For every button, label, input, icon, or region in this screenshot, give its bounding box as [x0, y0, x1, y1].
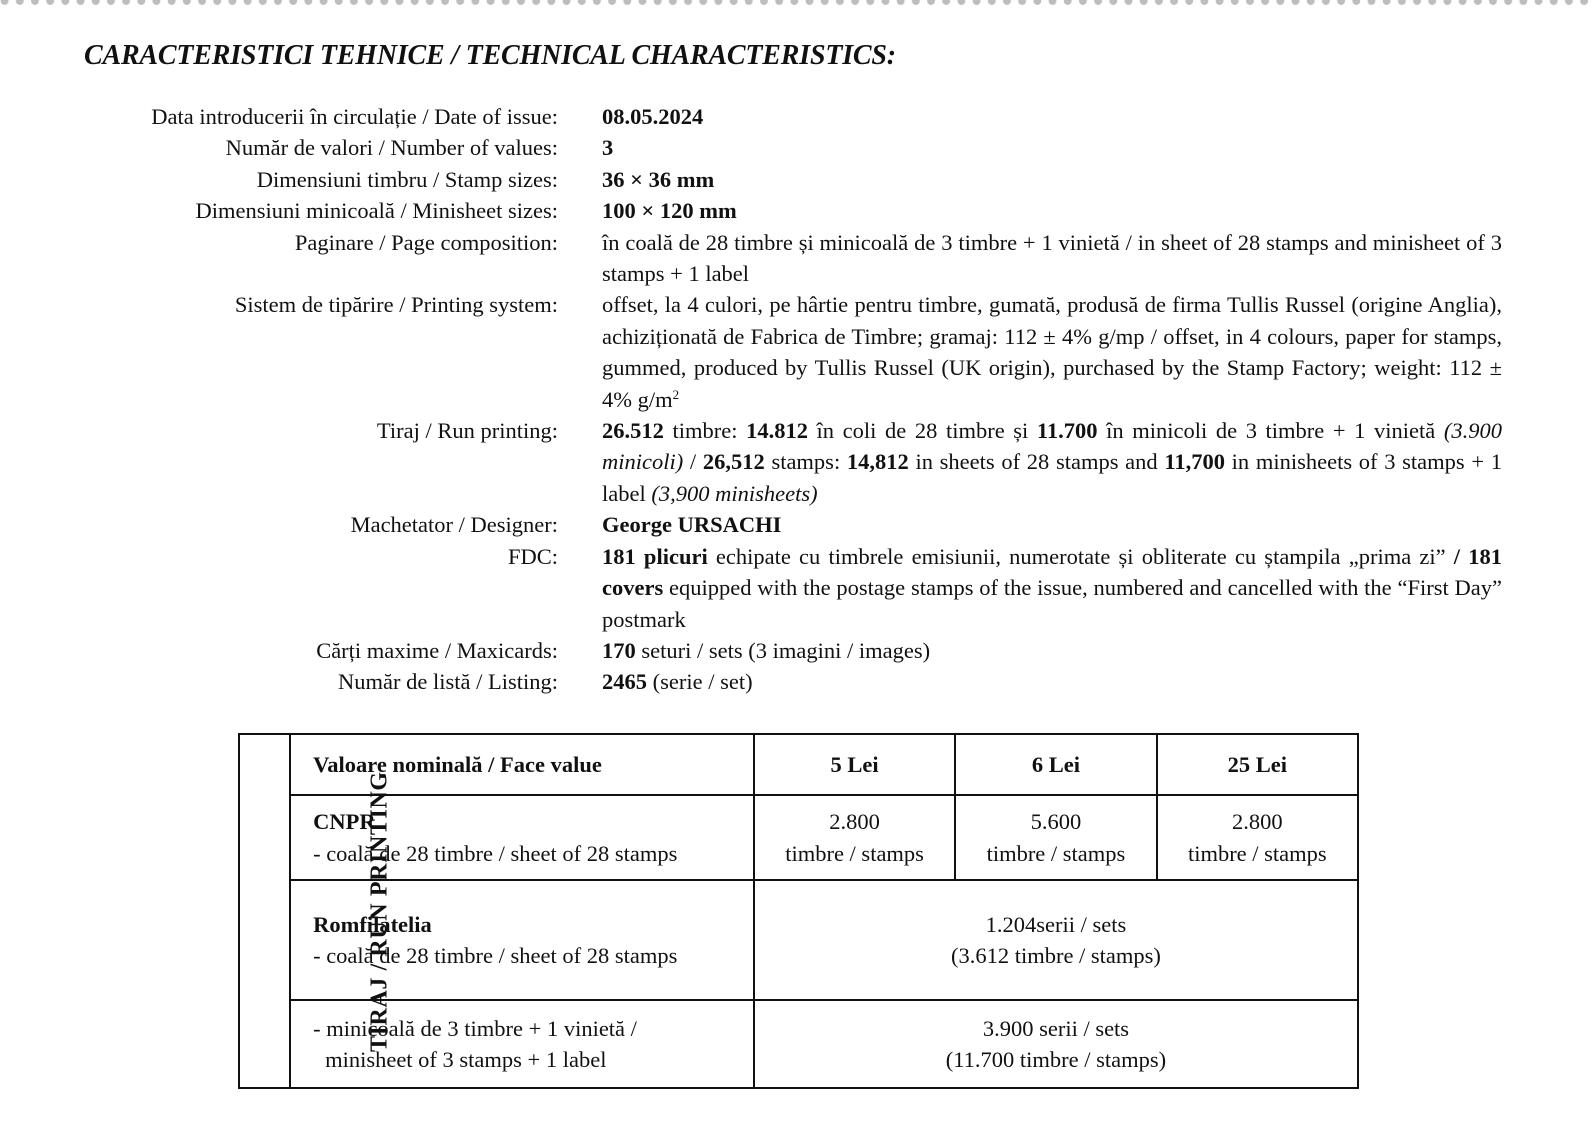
spec-label: Data introducerii în circulație / Date of issue: — [151, 104, 558, 129]
minisheet-sets: 3.900 serii / sets — [982, 1015, 1130, 1041]
spec-value: 3 — [602, 135, 614, 161]
spec-label: Tiraj / Run printing: — [376, 418, 558, 444]
side-label: TIRAJ / RUN PRINTING — [366, 771, 393, 1052]
cnpr-unit: timbre / stamps — [1187, 840, 1327, 866]
run-total-en: 26,512 — [702, 449, 765, 475]
spec-row-minisheet-size — [0, 195, 1591, 226]
spec-label: Machetator / Designer: — [350, 512, 558, 538]
face-value-header: Valoare nominală / Face value — [290, 734, 754, 795]
table-header-row — [239, 734, 1358, 795]
spec-row-page-composition — [0, 227, 1591, 290]
minisheet-desc-ro: - minicoală de 3 timbre + 1 vinietă / — [313, 1015, 637, 1041]
minisheet-cell — [290, 1000, 754, 1088]
spec-value — [602, 666, 1502, 697]
spec-value — [602, 289, 1502, 415]
run-text: / — [683, 449, 703, 475]
romfilatelia-desc: - coală de 28 timbre / sheet of 28 stamps — [313, 943, 678, 968]
run-text: stamps: — [764, 449, 847, 475]
run-sheets-en: 14,812 — [846, 449, 909, 475]
spec-label: Paginare / Page composition: — [294, 229, 558, 255]
cnpr-5-lei-count: 2.800 — [829, 809, 880, 835]
value-25-lei: 25 Lei — [1157, 734, 1358, 795]
cnpr-6-lei-cell — [955, 795, 1156, 880]
run-text: timbre: — [663, 418, 747, 444]
run-text: în minicoli de 3 timbre + 1 vinietă — [1097, 418, 1444, 444]
fdc-count-ro: 181 plicuri — [602, 543, 708, 569]
run-mini-count-en: (3,900 minisheets) — [651, 480, 818, 506]
dotted-border — [0, 0, 1591, 14]
maxi-count: 170 — [602, 637, 636, 663]
cnpr-25-lei-count: 2.800 — [1232, 809, 1283, 835]
run-mini-ro: 11.700 — [1036, 418, 1098, 444]
value-5-lei: 5 Lei — [754, 734, 955, 795]
run-total-ro: 26.512 — [602, 418, 664, 444]
cnpr-6-lei-count: 5.600 — [1030, 809, 1082, 835]
spec-row-stamp-size — [0, 164, 1591, 195]
spec-row-printing-system — [0, 289, 1591, 415]
table-row-minisheet — [239, 1000, 1358, 1088]
run-mini-en: 11,700 — [1164, 449, 1225, 475]
spec-label: Dimensiuni timbru / Stamp sizes: — [256, 166, 558, 192]
spec-row-number — [0, 132, 1591, 163]
table-row-romfilatelia — [239, 880, 1358, 1000]
spec-label: Sistem de tipărire / Printing system: — [234, 292, 558, 318]
run-sheets-ro: 14.812 — [746, 418, 808, 444]
spec-row-designer — [0, 509, 1591, 540]
cnpr-5-lei-cell — [754, 795, 955, 880]
minisheet-desc-en: minisheet of 3 stamps + 1 label — [325, 1047, 607, 1072]
specifications-list — [0, 101, 1591, 698]
run-text: în coli de 28 timbre și — [807, 418, 1037, 444]
section-heading: CARACTERISTICI TEHNICE / TECHNICAL CHARACTERISTICS: — [84, 40, 896, 71]
run-mini-count-ro: (3.900 minicoli) — [602, 418, 1502, 475]
romfilatelia-stamps: (3.612 timbre / stamps) — [950, 943, 1161, 968]
cnpr-title: CNPR — [313, 809, 376, 835]
minisheet-total-cell — [754, 1000, 1358, 1088]
fdc-count-en: / 181 covers — [602, 543, 1502, 601]
spec-label: Număr de listă / Listing: — [338, 669, 558, 695]
value-6-lei: 6 Lei — [955, 734, 1156, 795]
run-text: in minisheets of 3 stamps + 1 label — [602, 449, 1502, 506]
spec-label: Cărți maxime / Maxicards: — [316, 637, 558, 663]
spec-row-date — [0, 101, 1591, 132]
romfilatelia-cell — [290, 880, 754, 1000]
cnpr-cell — [290, 795, 754, 880]
spec-row-maxicards — [0, 635, 1591, 666]
printing-text: offset, la 4 culori, pe hârtie pentru timbre, gumată, produsă de firma Tullis Russel (origine Anglia), achiziționată de Fabrica de Timbre; gramaj: 112 ± 4% g/mp / offset, in 4 colours, paper for stamps, gummed, produced by Tullis Russel (UK origin), purchased by the Stamp Factory; weight: 112 ± 4% g/m — [602, 292, 1502, 412]
superscript: 2 — [672, 386, 680, 402]
minisheet-stamps: (11.700 timbre / stamps) — [945, 1047, 1167, 1072]
spec-row-run-printing — [0, 415, 1591, 509]
spec-label: Dimensiuni minicoală / Minisheet sizes: — [195, 198, 558, 224]
romfilatelia-total-cell — [754, 880, 1358, 1000]
spec-value — [602, 635, 1502, 666]
cnpr-desc: - coală de 28 timbre / sheet of 28 stamps — [313, 840, 678, 866]
listing-text: (serie / set) — [647, 669, 753, 695]
cnpr-unit: timbre / stamps — [785, 840, 924, 866]
spec-value: 36 × 36 mm — [602, 166, 715, 192]
spec-value: 08.05.2024 — [602, 104, 704, 129]
fdc-text: echipate cu timbrele emisiunii, numerotate și obliterate cu ștampila „prima zi” — [707, 543, 1454, 569]
listing-number: 2465 — [602, 669, 647, 695]
table-row-cnpr — [239, 795, 1358, 880]
spec-value: George URSACHI — [602, 512, 782, 538]
spec-value — [602, 541, 1502, 635]
spec-label: Număr de valori / Number of values: — [225, 135, 558, 161]
romfilatelia-title: Romfilatelia — [313, 911, 432, 937]
maxi-text: seturi / sets (3 imagini / images) — [635, 637, 931, 663]
run-text: in sheets of 28 stamps and — [908, 449, 1165, 475]
romfilatelia-sets: 1.204serii / sets — [985, 911, 1127, 937]
spec-value: 100 × 120 mm — [602, 198, 737, 224]
cnpr-unit: timbre / stamps — [986, 840, 1126, 866]
spec-value: în coală de 28 timbre și minicoală de 3 timbre + 1 vinietă / in sheet of 28 stamps and minisheet of 3 stamps + 1 label — [602, 229, 1502, 287]
spec-label: FDC: — [507, 543, 558, 569]
spec-value — [602, 415, 1502, 509]
spec-row-listing — [0, 666, 1591, 697]
run-printing-table — [238, 733, 1359, 1089]
fdc-text: equipped with the postage stamps of the issue, numbered and cancelled with the “First Day” postmark — [602, 575, 1502, 632]
spec-row-fdc — [0, 541, 1591, 635]
cnpr-25-lei-cell — [1157, 795, 1358, 880]
